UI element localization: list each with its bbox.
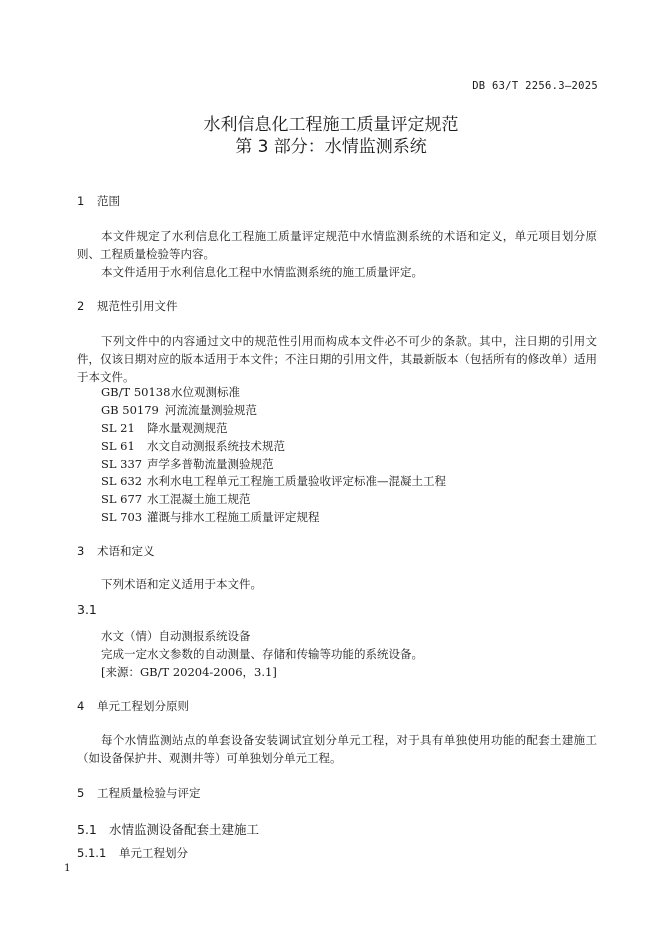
term-definition: 完成一定水文参数的自动测量、存储和传输等功能的系统设备。 xyxy=(101,647,423,661)
section-number: 5 xyxy=(77,786,85,800)
reference-item: GB 50179 河流流量测验规范 xyxy=(101,403,257,417)
scope-paragraph-2: 本文件适用于水利信息化工程中水情监测系统的施工质量评定。 xyxy=(101,265,423,279)
section-title: 术语和定义 xyxy=(97,544,155,558)
clause-5-1-heading xyxy=(77,820,259,838)
page-number: 1 xyxy=(64,862,71,874)
document-subtitle: 第 3 部分：水情监测系统 xyxy=(235,137,427,157)
reference-item: GB/T 50138水位观测标准 xyxy=(101,385,240,399)
clause-number: 5.1 xyxy=(77,822,97,837)
clause-title: 水情监测设备配套土建施工 xyxy=(109,822,260,837)
scope-paragraph-1: 本文件规定了水利信息化工程施工质量评定规范中水情监测系统的术语和定义，单元项目划分原则、工程质量检验等内容。 xyxy=(77,229,597,261)
section-2-heading xyxy=(77,298,178,314)
document-title: 水利信息化工程施工质量评定规范 xyxy=(203,115,459,135)
section-title: 范围 xyxy=(97,194,120,208)
clause-title: 单元工程划分 xyxy=(119,846,188,860)
reference-item: SL 337 声学多普勒流量测验规范 xyxy=(101,457,274,471)
document-code: DB 63/T 2256.3—2025 xyxy=(472,80,598,92)
section-5-heading xyxy=(77,785,201,801)
section-number: 3 xyxy=(77,544,85,558)
section-number: 1 xyxy=(77,194,85,208)
terms-paragraph: 下列术语和定义适用于本文件。 xyxy=(101,577,262,591)
section-1-heading xyxy=(77,193,120,209)
section-title: 工程质量检验与评定 xyxy=(97,786,201,800)
reference-item: SL 21 降水量观测规范 xyxy=(101,421,228,435)
term-source: [来源：GB/T 20204-2006，3.1] xyxy=(101,665,277,679)
reference-item: SL 61 水文自动测报系统技术规范 xyxy=(101,439,285,453)
reference-item: SL 632 水利水电工程单元工程施工质量验收评定标准—混凝土工程 xyxy=(101,474,446,488)
clause-3-1-number: 3.1 xyxy=(77,602,97,617)
reference-item: SL 703 灌溉与排水工程施工质量评定规程 xyxy=(101,510,320,524)
term-name: 水文（情）自动测报系统设备 xyxy=(101,629,251,643)
section-title: 单元工程划分原则 xyxy=(97,699,189,713)
section-4-heading xyxy=(77,698,189,714)
clause-5-1-1-heading xyxy=(77,845,188,861)
section-title: 规范性引用文件 xyxy=(97,299,178,313)
section-3-heading xyxy=(77,543,155,559)
unit-division-paragraph: 每个水情监测站点的单套设备安装调试宜划分单元工程，对于具有单独使用功能的配套土建施工（如设备保护井、观测井等）可单独划分单元工程。 xyxy=(77,733,597,765)
normative-refs-paragraph: 下列文件中的内容通过文中的规范性引用而构成本文件必不可少的条款。其中，注日期的引用文件，仅该日期对应的版本适用于本文件；不注日期的引用文件，其最新版本（包括所有的修改单）适用于本文件。 xyxy=(77,334,597,384)
reference-item: SL 677 水工混凝土施工规范 xyxy=(101,492,251,506)
clause-number: 5.1.1 xyxy=(77,846,107,860)
section-number: 2 xyxy=(77,299,85,313)
section-number: 4 xyxy=(77,699,85,713)
